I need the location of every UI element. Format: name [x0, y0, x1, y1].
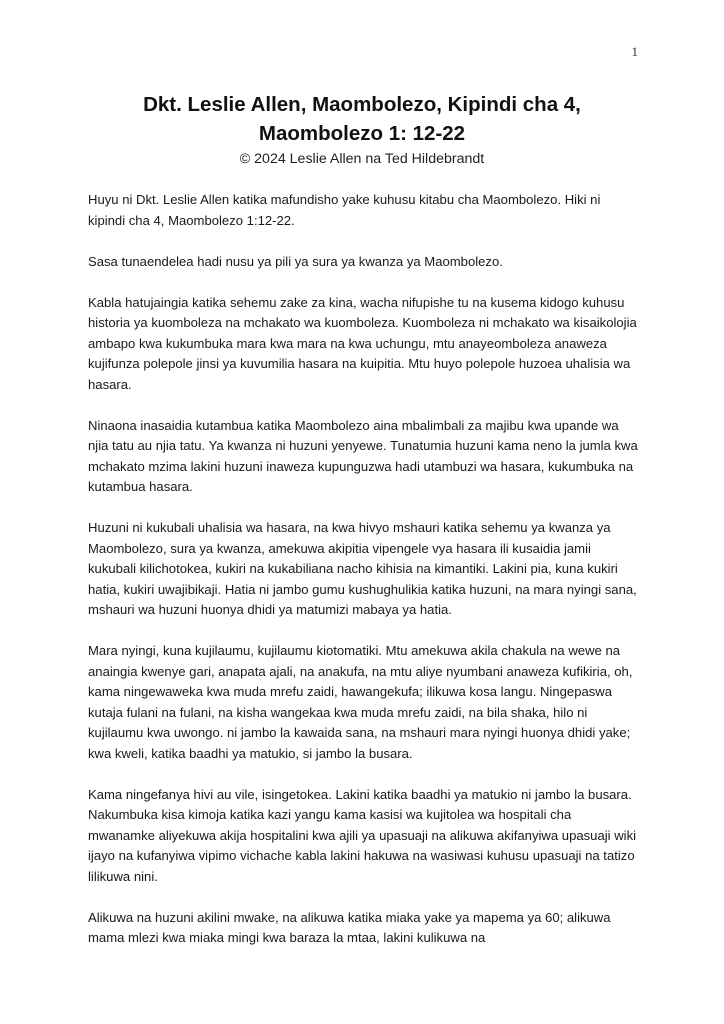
paragraph: Sasa tunaendelea hadi nusu ya pili ya sura ya kwanza ya Maombolezo. [88, 253, 503, 269]
document-body [88, 190, 638, 969]
paragraph: Huyu ni Dkt. Leslie Allen katika mafundisho yake kuhusu kitabu cha Maombolezo. Hiki ni kipindi cha 4, Maombolezo 1:12-22. [88, 192, 601, 228]
paragraph: Kabla hatujaingia katika sehemu zake za kina, wacha nifupishe tu na kusema kidogo kuhusu historia ya kuomboleza na mchakato wa kuomboleza. Kuomboleza ni mchakato wa kisaikolojia ambapo kwa kukumbuka mara kwa mara na kwa uchungu, mtu anayeomboleza anaweza kujifunza polepole jinsi ya kuvumilia hasara na kuipitia. Mtu huyo polepole huzoea uhalisia wa hasara. [88, 294, 637, 392]
paragraph: Alikuwa na huzuni akilini mwake, na alikuwa katika miaka yake ya mapema ya 60; alikuwa mama mlezi kwa miaka mingi kwa baraza la mtaa, lakini kulikuwa na [88, 909, 611, 945]
document-title: Dkt. Leslie Allen, Maombolezo, Kipindi cha 4, Maombolezo 1: 12-22 [143, 93, 581, 145]
paragraph: Mara nyingi, kuna kujilaumu, kujilaumu kiotomatiki. Mtu amekuwa akila chakula na wewe na anaingia kwenye gari, anapata ajali, na anakufa, na mtu aliye nyumbani anaweza kufikiria, oh, kama ningewaweka kwa muda mrefu zaidi, hawangekufa; ilikuwa kosa langu. Ningepaswa kutaja fulani na fulani, na kisha wangekaa kwa muda mrefu zaidi, na bila shaka, hilo ni kujilaumu kwa uwongo. ni jambo la kawaida sana, na mshauri mara nyingi huonya dhidi yake; kwa kweli, katika baadhi ya matukio, si jambo la busara. [88, 643, 633, 761]
paragraph: Kama ningefanya hivi au vile, isingetokea. Lakini katika baadhi ya matukio ni jambo la busara. Nakumbuka kisa kimoja katika kazi yangu kama kasisi wa kujitolea wa hospitali cha mwanamke aliyekuwa akija hospitalini kwa ajili ya upasuaji na alikuwa akifanyiwa upasuaji wiki ijayo na kufanyiwa vipimo vichache kabla lakini hakuwa na wasiwasi kuhusu upasuaji na tatizo lilikuwa nini. [88, 786, 637, 884]
paragraph: Huzuni ni kukubali uhalisia wa hasara, na kwa hivyo mshauri katika sehemu ya kwanza ya Maombolezo, sura ya kwanza, amekuwa akipitia vipengele vya hasara ili kusaidia jamii kukubali kilichotokea, kukiri na kukabiliana nacho kihisia na kimantiki. Lakini pia, kuna kukiri hatia, kukiri uwajibikaji. Hatia ni jambo gumu kushughulikia katika huzuni, na mara nyingi sana, mshauri wa huzuni huonya dhidi ya matumizi mabaya ya hatia. [88, 520, 637, 617]
paragraph: Ninaona inasaidia kutambua katika Maombolezo aina mbalimbali za majibu kwa upande wa njia tatu au njia tatu. Ya kwanza ni huzuni yenyewe. Tunatumia huzuni kama neno la jumla kwa mchakato mzima lakini huzuni inaweza kupunguzwa hadi utambuzi wa hasara, kukumbuka na kutambua hasara. [88, 417, 638, 494]
page-number: 1 [631, 44, 638, 59]
copyright-line: © 2024 Leslie Allen na Ted Hildebrandt [239, 151, 485, 167]
